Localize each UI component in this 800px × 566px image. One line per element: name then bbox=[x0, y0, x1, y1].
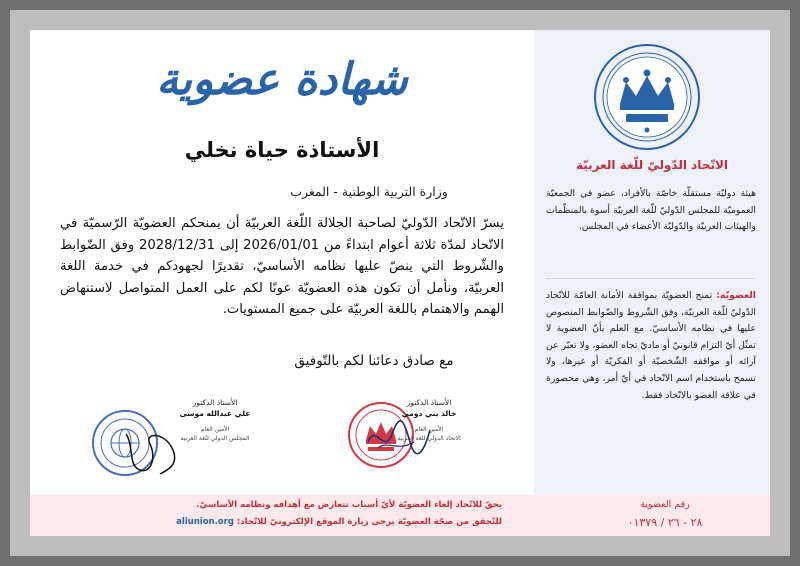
certificate-footer bbox=[30, 495, 770, 536]
membership-terms bbox=[546, 288, 756, 404]
signature-left-text bbox=[170, 398, 260, 442]
signature-right-text bbox=[384, 398, 474, 442]
signer-title: الأستاذ الدكتور bbox=[192, 398, 238, 407]
sidebar-divider bbox=[546, 278, 756, 279]
org-description: هيئة دوليّة مستقلّة خاصّة بالأفراد، عضو في الجمعيّة العموميّة للمجلس الدّوليّ للّغة العربيّة أسوة بالمنظّمات والهيئات العربيّة والدّوليّة الأعضاء في المجلس. bbox=[545, 188, 756, 232]
signer-org: الاتحاد الدولي للغة العربية bbox=[397, 435, 461, 442]
closing-wishes: مع صادق دعائنا لكم بالتّوفيق bbox=[294, 353, 454, 369]
signer-org: المجلس الدولي للغة العربية bbox=[180, 435, 250, 442]
info-sidebar bbox=[534, 30, 770, 495]
signer-name: خالد بني دومي bbox=[401, 409, 457, 418]
signer-title: الأستاذ الدكتور bbox=[406, 398, 452, 407]
recipient-affiliation: وزارة التربية الوطنية - المغرب bbox=[290, 184, 448, 199]
revocation-note: يحقّ للاتّحاد إلغاء العضويّة لأيّ أسباب تتعارض مع أهدافه ونظامه الأساسيّ. bbox=[196, 500, 502, 510]
signer-role: الأمين العام bbox=[414, 426, 444, 433]
verify-note bbox=[176, 517, 502, 527]
verify-note-text: للتّحقق من صحّة العضويّة يرجى زيارة الموقع الإلكترونيّ للاتّحاد: bbox=[236, 517, 502, 527]
membership-number: ٢٨ - ٢٦ / ٠١٣٧٩ bbox=[627, 516, 703, 529]
union-seal-icon bbox=[592, 42, 702, 152]
website-link[interactable]: aliunion.org bbox=[176, 517, 234, 527]
membership-label: العضويّة: bbox=[716, 290, 756, 301]
certificate-sheet bbox=[30, 30, 770, 536]
org-name: الاتّحاد الدّوليّ للّغة العربيّة bbox=[575, 158, 729, 172]
signer-name: علي عبدالله موسى bbox=[179, 409, 251, 418]
signature-right bbox=[324, 398, 474, 488]
certificate-body: يسرّ الاتّحاد الدّوليّ لصاحبة الجلالة اللّغة العربيّة أن يمنحكم العضويّة الرّسميّة في الاتّحاد لمدّة ثلاثة أعوام ابتداءً من 2026/01/01 إلى 2028/12/31 وفق الضّوابط والشّروط التي ينصّ عليها نظامه الأساسيّ، تقديرًا لجهودكم في خدمة اللغة العربيّة، ونأمل أن تكون هذه العضويّة عونًا لكم على العمل المتواصل لاستنهاض الهمم والاهتمام باللغة العربيّة على جميع المستويات. bbox=[60, 216, 505, 317]
signature-left bbox=[90, 398, 260, 488]
certificate-frame bbox=[10, 10, 790, 556]
signer-role: الأمين العام bbox=[200, 426, 230, 433]
certificate-title: شهادة عضوية bbox=[156, 54, 408, 105]
certificate-main bbox=[30, 30, 534, 495]
recipient-name: الأستاذة حياة نخلي bbox=[184, 138, 380, 162]
membership-number-label: رقم العضوية bbox=[640, 499, 690, 510]
membership-terms-text: تمنح العضويّة بموافقة الأمانة العامّة للاتّحاد الدّوليّ للّغة العربيّة، وفق الشّروط والضّوابط المنصوص عليها في نظامه الأساسيّ. مع العلم بأنّ العضوية لا تمثّل أيّ التزام قانونيّ أو ماديّ تجاه العضو، ولا تعبّر عن آرائه أو مواقفه الشّخصيّة أو الفكريّة أو غيرها، ولا تسمح باستخدام اسم الاتّحاد في أيّ أمر، وهي محصورة في علاقة العضو بالاتّحاد فقط. bbox=[546, 290, 756, 401]
